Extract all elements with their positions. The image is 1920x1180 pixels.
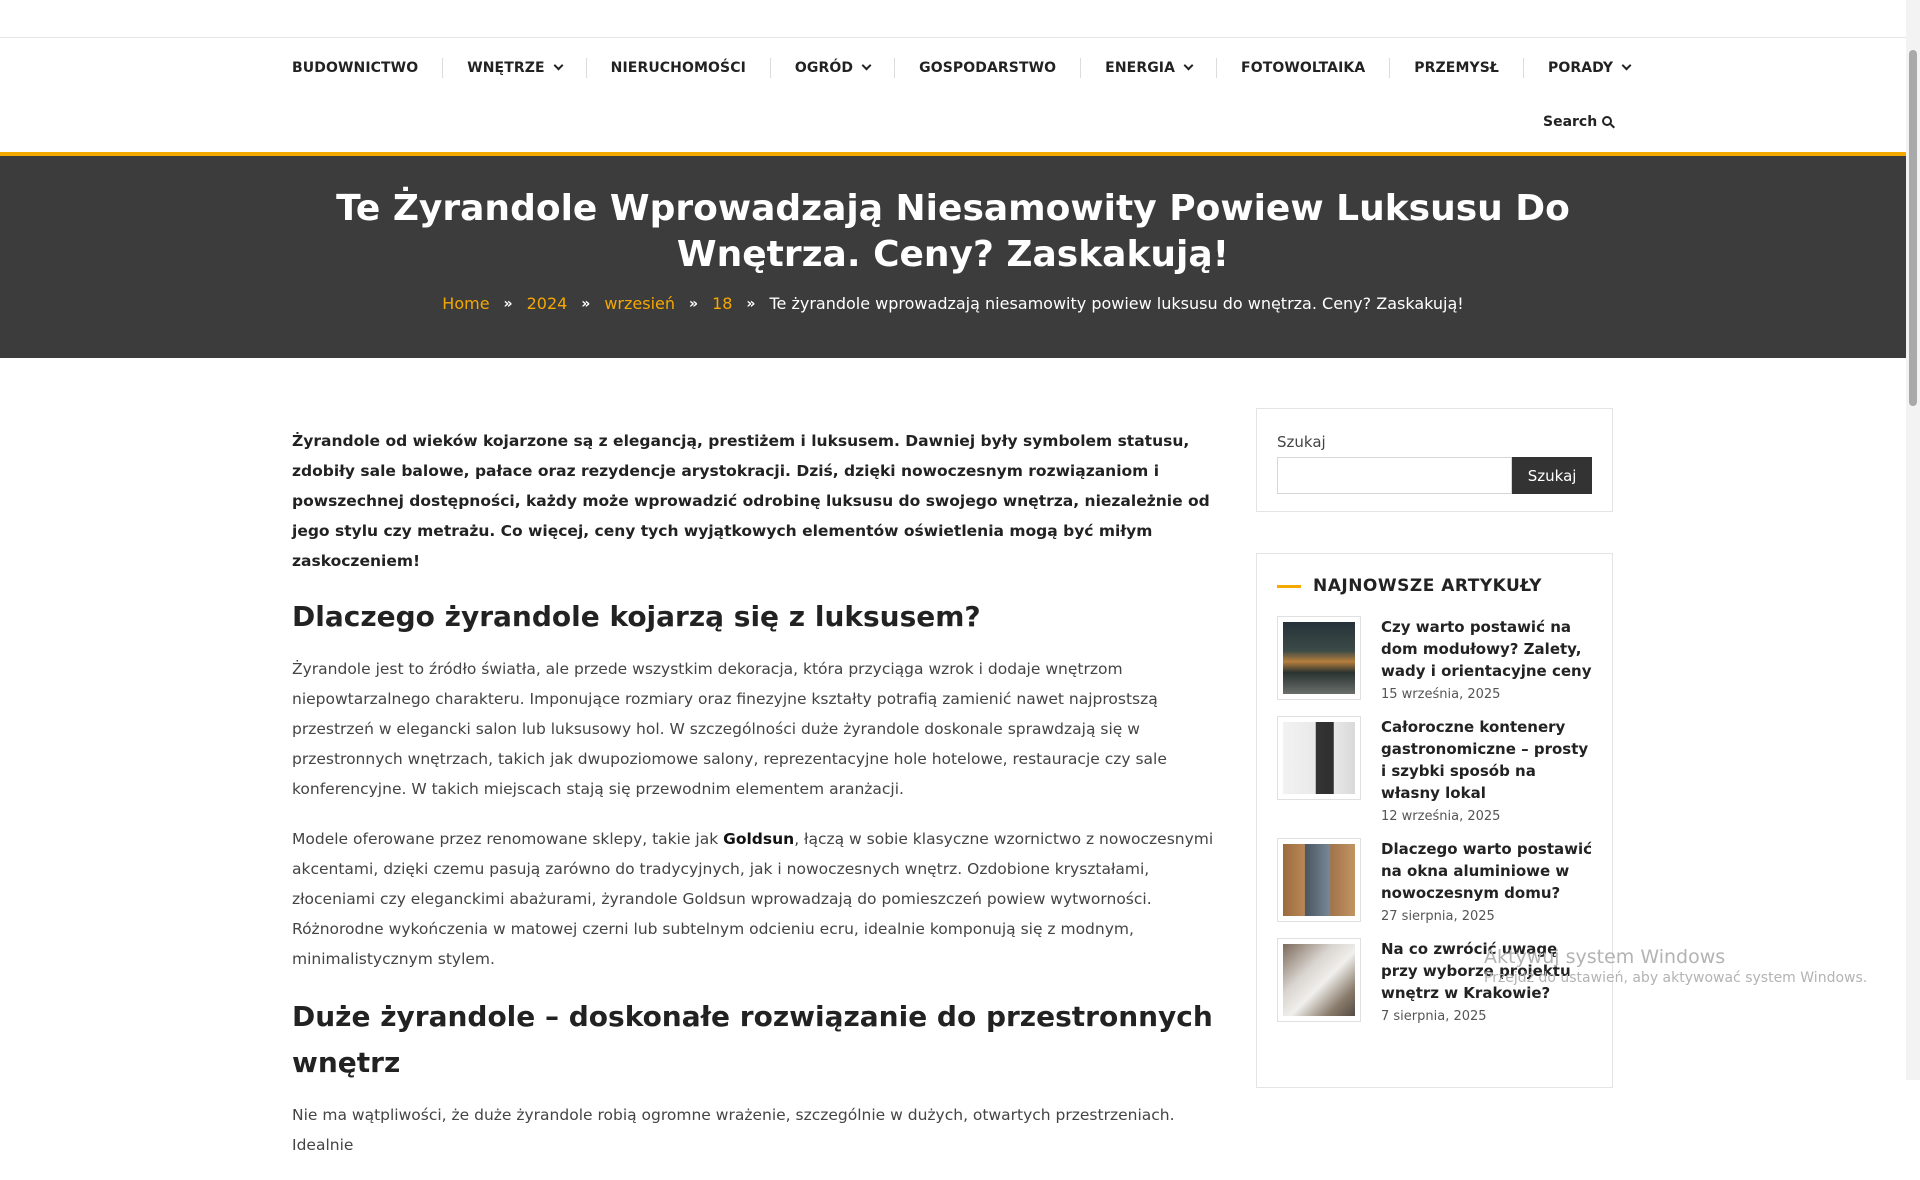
nav-divider bbox=[894, 58, 895, 78]
recent-post bbox=[1277, 716, 1592, 824]
thumbnail-image bbox=[1283, 722, 1355, 794]
top-strip bbox=[0, 0, 1906, 38]
post-title-link[interactable]: Na co zwrócić uwagę przy wyborze projektu wnętrz w Krakowie? bbox=[1381, 940, 1571, 1002]
recent-post bbox=[1277, 616, 1592, 702]
nav-divider bbox=[442, 58, 443, 78]
search-label: Search bbox=[1543, 114, 1598, 130]
chevron-down-icon bbox=[1622, 61, 1632, 71]
post-info bbox=[1381, 838, 1592, 924]
sidebar-recent-posts bbox=[1256, 553, 1613, 1088]
article-paragraph: Żyrandole jest to źródło światła, ale przede wszystkim dekoracja, która przyciąga wzrok i dodaje wnętrzom niepowtarzalnego charakteru. Imponujące rozmiary oraz finezyjne kształty potrafią zamienić nawet najprostszą przestrzeń w elegancki salon lub luksusowy hol. W szczególności duże żyrandole doskonale sprawdzają się w przestronnych wnętrzach, takich jak dwupoziomowe salony, reprezentacyjne hole hotelowe, restauracje czy sale konferencyjne. W takich miejscach stają się przewodnim elementem aranżacji. bbox=[292, 660, 1167, 798]
brand-name: Goldsun bbox=[723, 830, 795, 848]
nav-item-nieruchomosci[interactable] bbox=[611, 60, 746, 76]
double-chevron-right-icon: » bbox=[503, 295, 513, 312]
search-icon bbox=[1602, 116, 1615, 129]
nav-item-gospodarstwo[interactable] bbox=[919, 60, 1056, 76]
paragraph-text: , łączą w sobie klasyczne wzornictwo z nowoczesnymi akcentami, dzięki czemu pasują zarówno do tradycyjnych, jak i nowoczesnych wnętrz. Ozdobione kryształami, złoceniami czy eleganckimi abażurami, żyrandole Goldsun wprowadzają do pomieszczeń powiew wytworności. Różnorodne wykończenia w matowej czerni lub subtelnym odcieniu ecru, idealnie komponują się z modnym, minimalistycznym stylem. bbox=[292, 830, 1214, 968]
nav-label: PORADY bbox=[1548, 60, 1614, 76]
widget-header bbox=[1277, 576, 1592, 596]
widget-title: NAJNOWSZE ARTYKUŁY bbox=[1313, 576, 1542, 596]
nav-divider bbox=[1080, 58, 1081, 78]
double-chevron-right-icon: » bbox=[581, 295, 591, 312]
post-date: 7 sierpnia, 2025 bbox=[1381, 1009, 1487, 1024]
thumbnail-image bbox=[1283, 944, 1355, 1016]
nav-item-przemysl[interactable] bbox=[1414, 60, 1499, 76]
nav-item-wnetrze[interactable] bbox=[467, 60, 561, 76]
search-toggle[interactable] bbox=[1543, 114, 1615, 130]
nav-label: WNĘTRZE bbox=[467, 60, 545, 76]
post-thumbnail[interactable] bbox=[1277, 716, 1361, 800]
nav-divider bbox=[1523, 58, 1524, 78]
nav-item-budownictwo[interactable] bbox=[292, 60, 418, 76]
nav-item-ogrod[interactable] bbox=[795, 60, 870, 76]
post-date: 15 września, 2025 bbox=[1381, 687, 1501, 702]
nav-item-fotowoltaika[interactable] bbox=[1241, 60, 1365, 76]
nav-item-porady[interactable] bbox=[1548, 60, 1630, 76]
post-title-link[interactable]: Całoroczne kontenery gastronomiczne – prosty i szybki sposób na własny lokal bbox=[1381, 718, 1589, 802]
section-heading: Duże żyrandole – doskonałe rozwiązanie do przestronnych wnętrz bbox=[292, 1000, 1213, 1079]
post-thumbnail[interactable] bbox=[1277, 616, 1361, 700]
nav-label: OGRÓD bbox=[794, 60, 854, 76]
post-date: 27 sierpnia, 2025 bbox=[1381, 909, 1495, 924]
nav-item-energia[interactable] bbox=[1105, 60, 1192, 76]
thumbnail-image bbox=[1283, 622, 1355, 694]
watermark-title: Aktywuj system Windows bbox=[1484, 946, 1726, 968]
recent-post bbox=[1277, 838, 1592, 924]
breadcrumb-current: Te żyrandole wprowadzają niesamowity powiew luksusu do wnętrza. Ceny? Zaskakują! bbox=[769, 294, 1464, 313]
nav-label: FOTOWOLTAIKA bbox=[1241, 60, 1366, 76]
search-submit-button[interactable]: Szukaj bbox=[1512, 457, 1592, 494]
article-paragraph: Nie ma wątpliwości, że duże żyrandole robią ogromne wrażenie, szczególnie w dużych, otwartych przestrzeniach. Idealnie bbox=[292, 1106, 1175, 1154]
post-date: 12 września, 2025 bbox=[1381, 809, 1501, 824]
search-widget-label: Szukaj bbox=[1277, 433, 1326, 451]
paragraph-text: Modele oferowane przez renomowane sklepy, takie jak bbox=[292, 830, 724, 848]
nav-divider bbox=[586, 58, 587, 78]
sidebar-search-widget bbox=[1256, 408, 1613, 512]
post-thumbnail[interactable] bbox=[1277, 938, 1361, 1022]
chevron-down-icon bbox=[553, 61, 563, 71]
breadcrumb-year[interactable]: 2024 bbox=[526, 294, 568, 313]
watermark-subtitle: Przejdź do ustawień, aby aktywować system Windows. bbox=[1484, 970, 1868, 986]
post-title-link[interactable]: Dlaczego warto postawić na okna aluminiowe w nowoczesnym domu? bbox=[1381, 840, 1593, 902]
windows-activation-watermark bbox=[1484, 946, 1867, 986]
nav-divider bbox=[1389, 58, 1390, 78]
breadcrumb-day[interactable]: 18 bbox=[712, 294, 733, 313]
article-body bbox=[292, 426, 1217, 1180]
nav-label: BUDOWNICTWO bbox=[292, 60, 419, 76]
nav-divider bbox=[1216, 58, 1217, 78]
nav-label: ENERGIA bbox=[1105, 60, 1176, 76]
nav-label: NIERUCHOMOŚCI bbox=[610, 60, 746, 76]
post-info bbox=[1381, 616, 1592, 702]
section-heading: Dlaczego żyrandole kojarzą się z luksusem? bbox=[292, 600, 981, 633]
post-title-link[interactable]: Czy warto postawić na dom modułowy? Zalety, wady i orientacyjne ceny bbox=[1381, 618, 1592, 680]
nav-divider bbox=[770, 58, 771, 78]
page-title: Te Żyrandole Wprowadzają Niesamowity Powiew Luksusu Do Wnętrza. Ceny? Zaskakują! bbox=[336, 188, 1570, 275]
search-form bbox=[1277, 457, 1592, 494]
main-nav bbox=[292, 56, 1630, 80]
breadcrumb-month[interactable]: wrzesień bbox=[604, 294, 676, 313]
page-hero bbox=[0, 152, 1906, 358]
scrollbar-thumb[interactable] bbox=[1909, 50, 1917, 406]
article-paragraph bbox=[292, 824, 1217, 974]
chevron-down-icon bbox=[1184, 61, 1194, 71]
chevron-down-icon bbox=[862, 61, 872, 71]
nav-label: GOSPODARSTWO bbox=[919, 60, 1057, 76]
search-input[interactable] bbox=[1277, 457, 1512, 494]
breadcrumb-home[interactable]: Home bbox=[442, 294, 490, 313]
double-chevron-right-icon: » bbox=[689, 295, 699, 312]
double-chevron-right-icon: » bbox=[746, 295, 756, 312]
breadcrumb bbox=[0, 294, 1906, 313]
post-info bbox=[1381, 716, 1592, 824]
page-scrollbar[interactable] bbox=[1906, 0, 1920, 1080]
thumbnail-image bbox=[1283, 844, 1355, 916]
article-lead: Żyrandole od wieków kojarzone są z elegancją, prestiżem i luksusem. Dawniej były symbolem statusu, zdobiły sale balowe, pałace oraz rezydencje arystokracji. Dziś, dzięki nowoczesnym rozwiązaniom i powszechnej dostępności, każdy może wprowadzić odrobinę luksusu do swojego wnętrza, niezależnie od jego stylu czy metrażu. Co więcej, ceny tych wyjątkowych elementów oświetlenia mogą być miłym zaskoczeniem! bbox=[292, 432, 1210, 570]
post-thumbnail[interactable] bbox=[1277, 838, 1361, 922]
nav-label: PRZEMYSŁ bbox=[1414, 60, 1499, 76]
accent-bar bbox=[1277, 585, 1301, 588]
